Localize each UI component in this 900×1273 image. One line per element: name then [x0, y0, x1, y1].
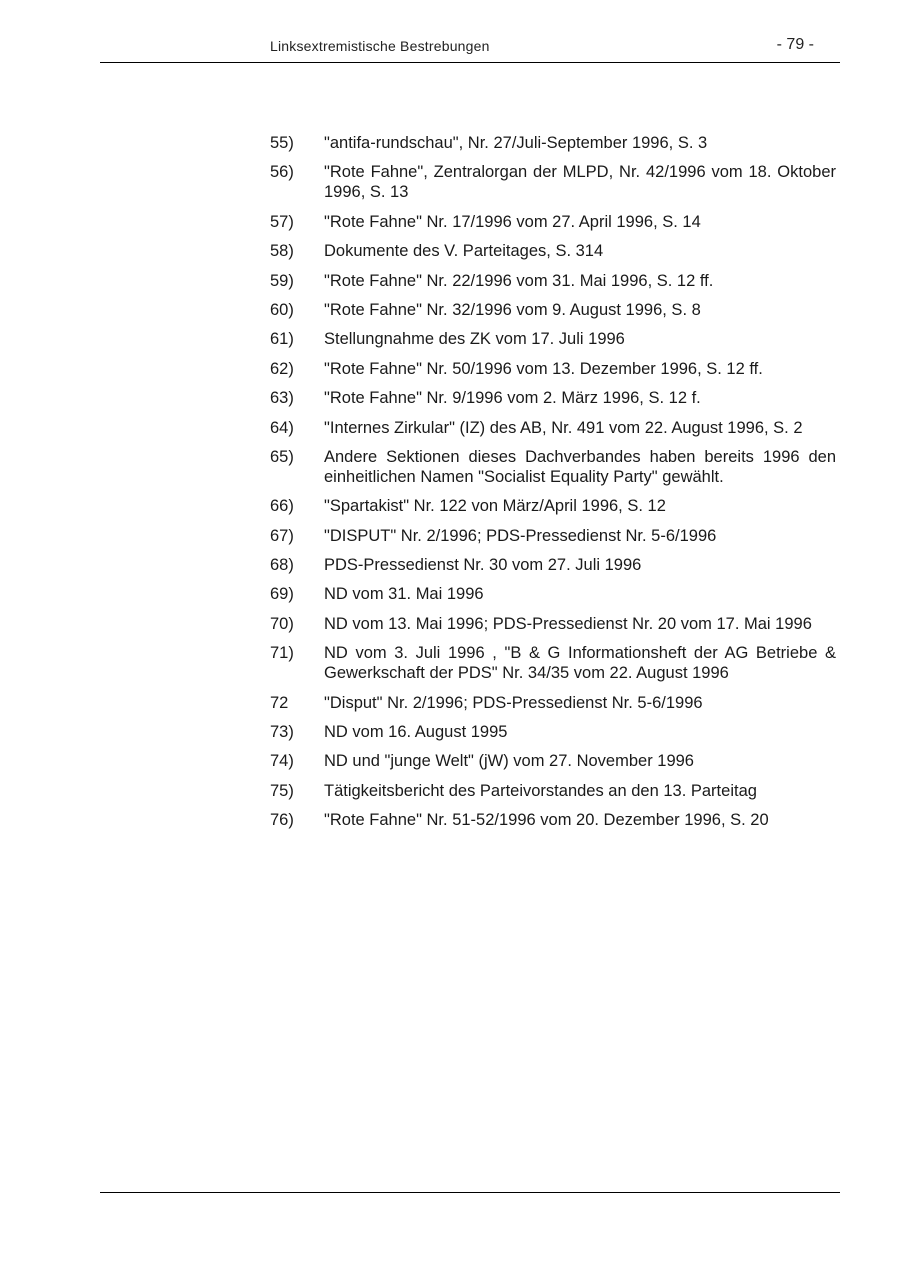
endnote-text: Dokumente des V. Parteitages, S. 314 [324, 242, 604, 261]
endnote-number: 71) [270, 644, 294, 663]
endnote-item [270, 388, 836, 408]
footer-rule [100, 1192, 840, 1193]
endnote-text: "Rote Fahne" Nr. 50/1996 vom 13. Dezember 1996, S. 12 ff. [324, 359, 763, 378]
endnote-item [270, 212, 836, 232]
endnote-text: Andere Sektionen dieses Dachverbandes haben bereits 1996 den einheitlichen Namen "Socialist Equality Party" gewählt. [324, 447, 836, 486]
endnote-text: "antifa-rundschau", Nr. 27/Juli-September 1996, S. 3 [324, 134, 708, 152]
endnote-text: "Internes Zirkular" (IZ) des AB, Nr. 491 vom 22. August 1996, S. 2 [324, 418, 803, 437]
endnote-text: ND und "junge Welt" (jW) vom 27. November 1996 [324, 752, 694, 771]
endnote-number: 64) [270, 418, 294, 437]
endnote-text: "DISPUT" Nr. 2/1996; PDS-Pressedienst Nr. 5-6/1996 [324, 526, 717, 545]
endnote-text: "Rote Fahne" Nr. 17/1996 vom 27. April 1996, S. 14 [324, 212, 701, 231]
endnote-text: ND vom 3. Juli 1996 , "B & G Informationsheft der AG Betriebe & Gewerkschaft der PDS" Nr. 34/35 vom 22. August 1996 [324, 644, 836, 683]
endnote-item [270, 162, 836, 202]
endnote-number: 60) [270, 300, 294, 319]
endnote-number: 59) [270, 271, 294, 290]
endnote-item [270, 614, 836, 634]
endnote-item [270, 781, 836, 801]
endnote-item [270, 555, 836, 575]
endnote-number: 69) [270, 585, 294, 604]
page-number: - 79 - [776, 36, 814, 53]
endnote-number: 61) [270, 330, 294, 349]
endnote-text: ND vom 13. Mai 1996; PDS-Pressedienst Nr. 20 vom 17. Mai 1996 [324, 614, 812, 633]
endnote-item [270, 447, 836, 487]
endnote-text: "Spartakist" Nr. 122 von März/April 1996, S. 12 [324, 497, 666, 516]
endnote-item [270, 810, 836, 830]
endnote-number: 58) [270, 242, 294, 261]
running-header-title: Linksextremistische Bestrebungen [270, 38, 490, 54]
endnotes-list [270, 133, 836, 840]
endnote-item [270, 693, 836, 713]
endnote-number: 63) [270, 389, 294, 408]
endnote-item [270, 643, 836, 683]
endnote-item [270, 584, 836, 604]
endnote-item [270, 359, 836, 379]
endnote-item [270, 418, 836, 438]
endnote-number: 68) [270, 556, 294, 575]
endnote-item [270, 722, 836, 742]
endnote-text: "Rote Fahne" Nr. 9/1996 vom 2. März 1996, S. 12 f. [324, 389, 701, 408]
endnote-item [270, 496, 836, 516]
endnote-text: "Rote Fahne" Nr. 51-52/1996 vom 20. Dezember 1996, S. 20 [324, 811, 769, 830]
page-header [100, 34, 840, 63]
endnote-text: "Rote Fahne" Nr. 32/1996 vom 9. August 1996, S. 8 [324, 300, 701, 319]
endnote-number: 66) [270, 497, 294, 516]
endnote-number: 55) [270, 134, 294, 152]
endnote-item [270, 329, 836, 349]
endnote-text: "Rote Fahne", Zentralorgan der MLPD, Nr. 42/1996 vom 18. Oktober 1996, S. 13 [324, 163, 836, 202]
endnote-number: 67) [270, 526, 294, 545]
endnote-text: "Rote Fahne" Nr. 22/1996 vom 31. Mai 1996, S. 12 ff. [324, 271, 714, 290]
endnote-number: 57) [270, 212, 294, 231]
endnote-number: 65) [270, 447, 294, 466]
endnote-text: ND vom 16. August 1995 [324, 723, 508, 742]
endnote-item [270, 751, 836, 771]
endnote-text: "Disput" Nr. 2/1996; PDS-Pressedienst Nr. 5-6/1996 [324, 693, 703, 712]
endnote-item [270, 300, 836, 320]
endnote-number: 56) [270, 163, 294, 182]
endnote-item [270, 241, 836, 261]
endnote-number: 72 [270, 693, 289, 712]
endnote-item [270, 133, 836, 153]
endnote-text: PDS-Pressedienst Nr. 30 vom 27. Juli 1996 [324, 556, 642, 575]
endnote-item [270, 271, 836, 291]
endnote-item [270, 526, 836, 546]
endnote-number: 70) [270, 614, 294, 633]
endnote-number: 76) [270, 811, 294, 830]
endnote-number: 75) [270, 781, 294, 800]
endnote-text: ND vom 31. Mai 1996 [324, 585, 484, 604]
endnote-number: 73) [270, 723, 294, 742]
endnote-number: 74) [270, 752, 294, 771]
endnote-number: 62) [270, 359, 294, 378]
endnote-text: Tätigkeitsbericht des Parteivorstandes an den 13. Parteitag [324, 781, 757, 800]
endnote-text: Stellungnahme des ZK vom 17. Juli 1996 [324, 330, 625, 349]
